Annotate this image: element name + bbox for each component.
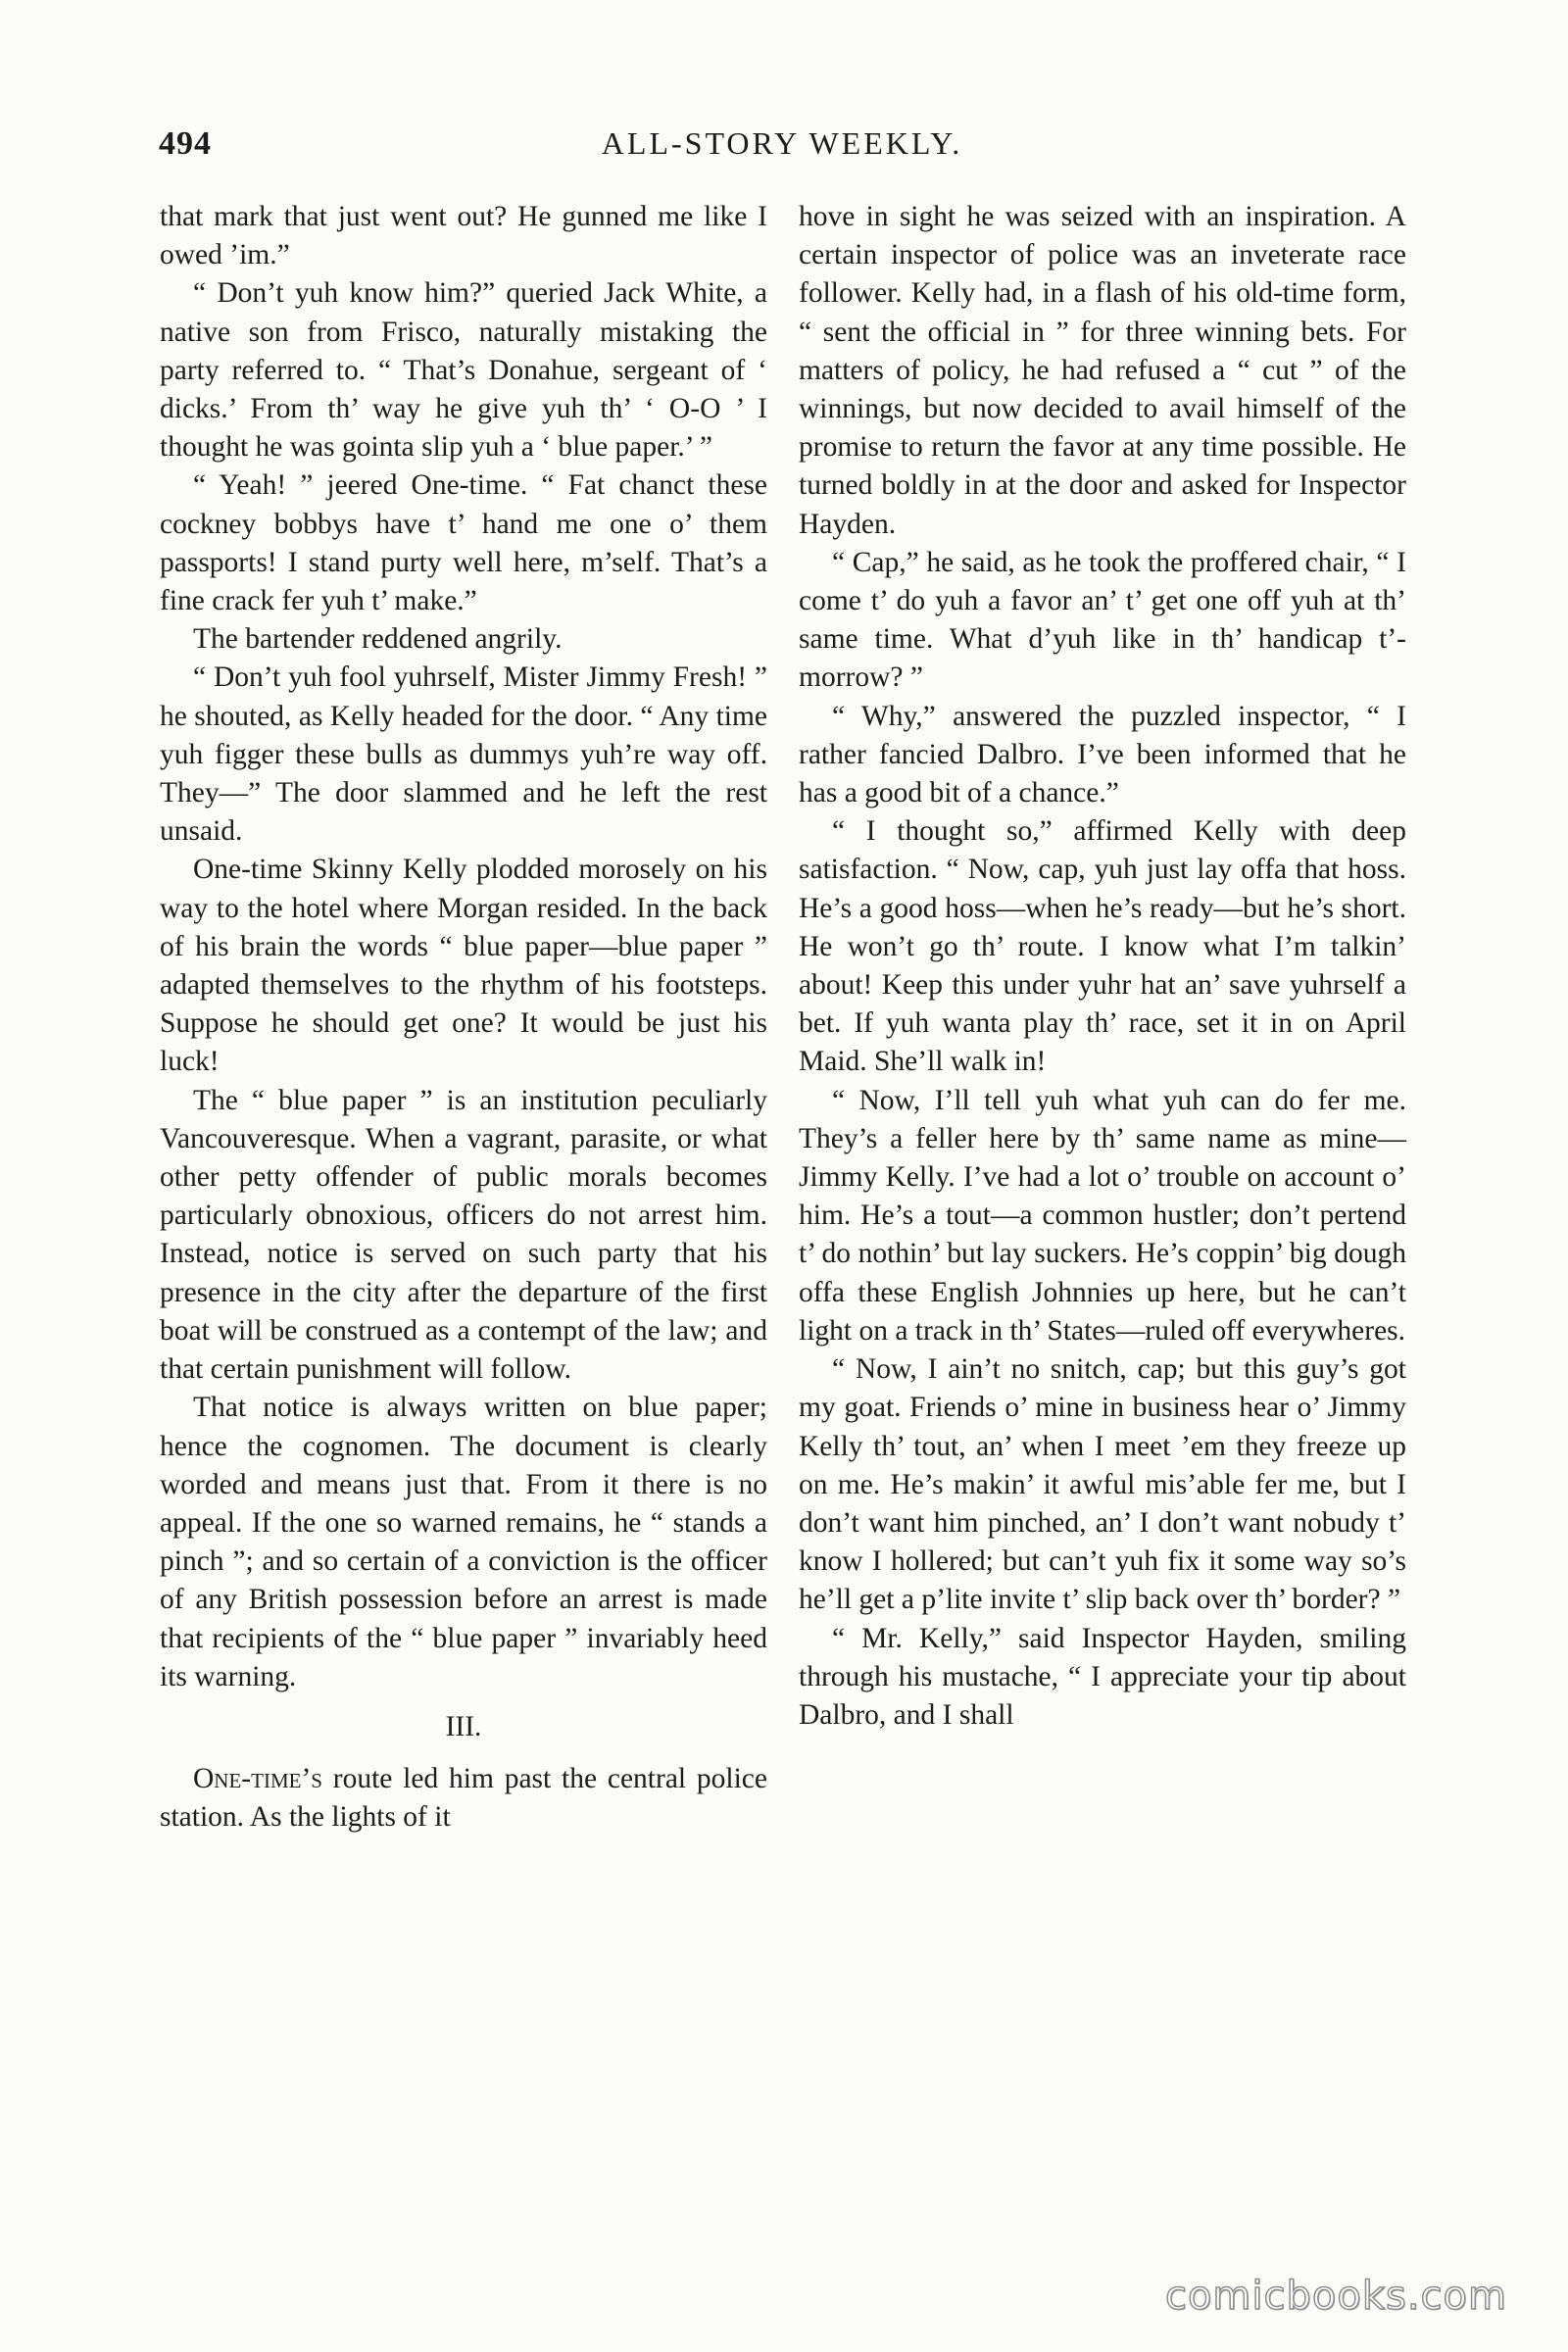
paragraph: “ Don’t yuh know him?” queried Jack White, a native son from Frisco, naturally mistaking the party referred to. “ That’s Donahue, sergeant of ‘ dicks.’ From th’ way he give yuh th’ ‘ O-O ’ I thought he was gointa slip yuh a ‘ blue paper.’ ” (160, 277, 767, 464)
paragraph: “ Now, I’ll tell yuh what yuh can do fer me. They’s a feller here by th’ same name as mine—Jimmy Kelly. I’ve had a lot o’ trouble on account o’ him. He’s a tout—a common hustler; don’t pertend t’ do nothin’ but lay suckers. He’s coppin’ big dough offa these English Johnnies up here, but he can’t light on a track in th’ States—ruled off everywheres. (799, 1084, 1406, 1347)
paragraph: “ Don’t yuh fool yuhrself, Mister Jimmy Fresh! ” he shouted, as Kelly headed for the door. “ Any time yuh figger these bulls as dummys yuh’re way off. They—” The door slammed and he left the rest unsaid. (160, 662, 767, 848)
watermark-logo: comicbooks.com (1164, 2274, 1507, 2319)
paragraph: “ I thought so,” affirmed Kelly with deep satisfaction. “ Now, cap, yuh just lay offa that hoss. He’s a good hoss—when he’s ready—but he’s short. He won’t go th’ route. I know what I’m talkin’ about! Keep this under yuhr hat an’ save yuhrself a bet. If yuh wanta play th’ race, set it in on April Maid. She’ll walk in! (799, 815, 1406, 1078)
paragraph: “ Mr. Kelly,” said Inspector Hayden, smiling through his mustache, “ I appreciate your tip about Dalbro, and I shall (799, 1622, 1406, 1731)
paragraph: “ Why,” answered the puzzled inspector, “ I rather fancied Dalbro. I’ve been informed that he has a good bit of a chance.” (799, 700, 1406, 809)
paragraph: hove in sight he was seized with an inspiration. A certain inspector of police was an inveterate race follower. Kelly had, in a flash of his old-time form, “ sent the official in ” for three winning bets. For matters of policy, he had refused a “ cut ” of the winnings, but now decided to avail himself of the promise to return the favor at any time possible. He turned boldly in at the door and asked for Inspector Hayden. (799, 201, 1406, 540)
running-head: ALL-STORY WEEKLY. (601, 125, 963, 161)
paragraph: The “ blue paper ” is an institution peculiarly Vancouveresque. When a vagrant, parasite, or what other petty offender of public morals becomes particularly obnoxious, officers do not arrest him. Instead, notice is served on such party that his presence in the city after the departure of the first boat will be construed as a contempt of the law; and that certain punishment will follow. (160, 1084, 767, 1386)
paragraph: “ Cap,” he said, as he took the proffered chair, “ I come t’ do yuh a favor an’ t’ get one off yuh at th’ same time. What d’yuh like in th’ handicap t’-morrow? ” (799, 546, 1406, 694)
paragraph: That notice is always written on blue paper; hence the cognomen. The document is clearly worded and means just that. From it there is no appeal. If the one so warned remains, he “ stands a pinch ”; and so certain of a conviction is the officer of any British possession before an arrest is made that recipients of the “ blue paper ” invariably heed its warning. (160, 1392, 767, 1692)
paragraph: “ Now, I ain’t no snitch, cap; but this guy’s got my goat. Friends o’ mine in business hear o’ Jimmy Kelly th’ tout, an’ when I meet ’em they freeze up on me. He’s makin’ it awful mis’able fer me, but I don’t want him pinched, an’ I don’t want nobudy t’ know I hollered; but can’t yuh fix it some way so’s he’ll get a p’lite invite t’ slip back over th’ border? ” (799, 1353, 1406, 1616)
right-column (799, 198, 1406, 1735)
section-opening-paragraph (160, 1760, 767, 1837)
left-column (160, 198, 767, 1838)
page-header (159, 125, 1405, 174)
paragraph: “ Yeah! ” jeered One-time. “ Fat chanct these cockney bobbys have t’ hand me one o’ them passports! I stand purty well here, m’self. That’s a fine crack fer yuh t’ make.” (160, 469, 767, 617)
section-opening-text: route led him past the central police station. As the lights of it (160, 1763, 767, 1834)
paragraph: One-time Skinny Kelly plodded morosely on his way to the hotel where Morgan resided. In the back of his brain the words “ blue paper—blue paper ” adapted themselves to the rhythm of his footsteps. Suppose he should get one? It would be just his luck! (160, 854, 767, 1078)
paragraph: The bartender reddened angrily. (193, 623, 563, 656)
section-lead-in: One-time’s (193, 1763, 322, 1795)
section-heading: III. (445, 1710, 482, 1742)
page-number: 494 (159, 125, 212, 162)
paragraph: that mark that just went out? He gunned me like I owed ’im.” (160, 201, 767, 271)
